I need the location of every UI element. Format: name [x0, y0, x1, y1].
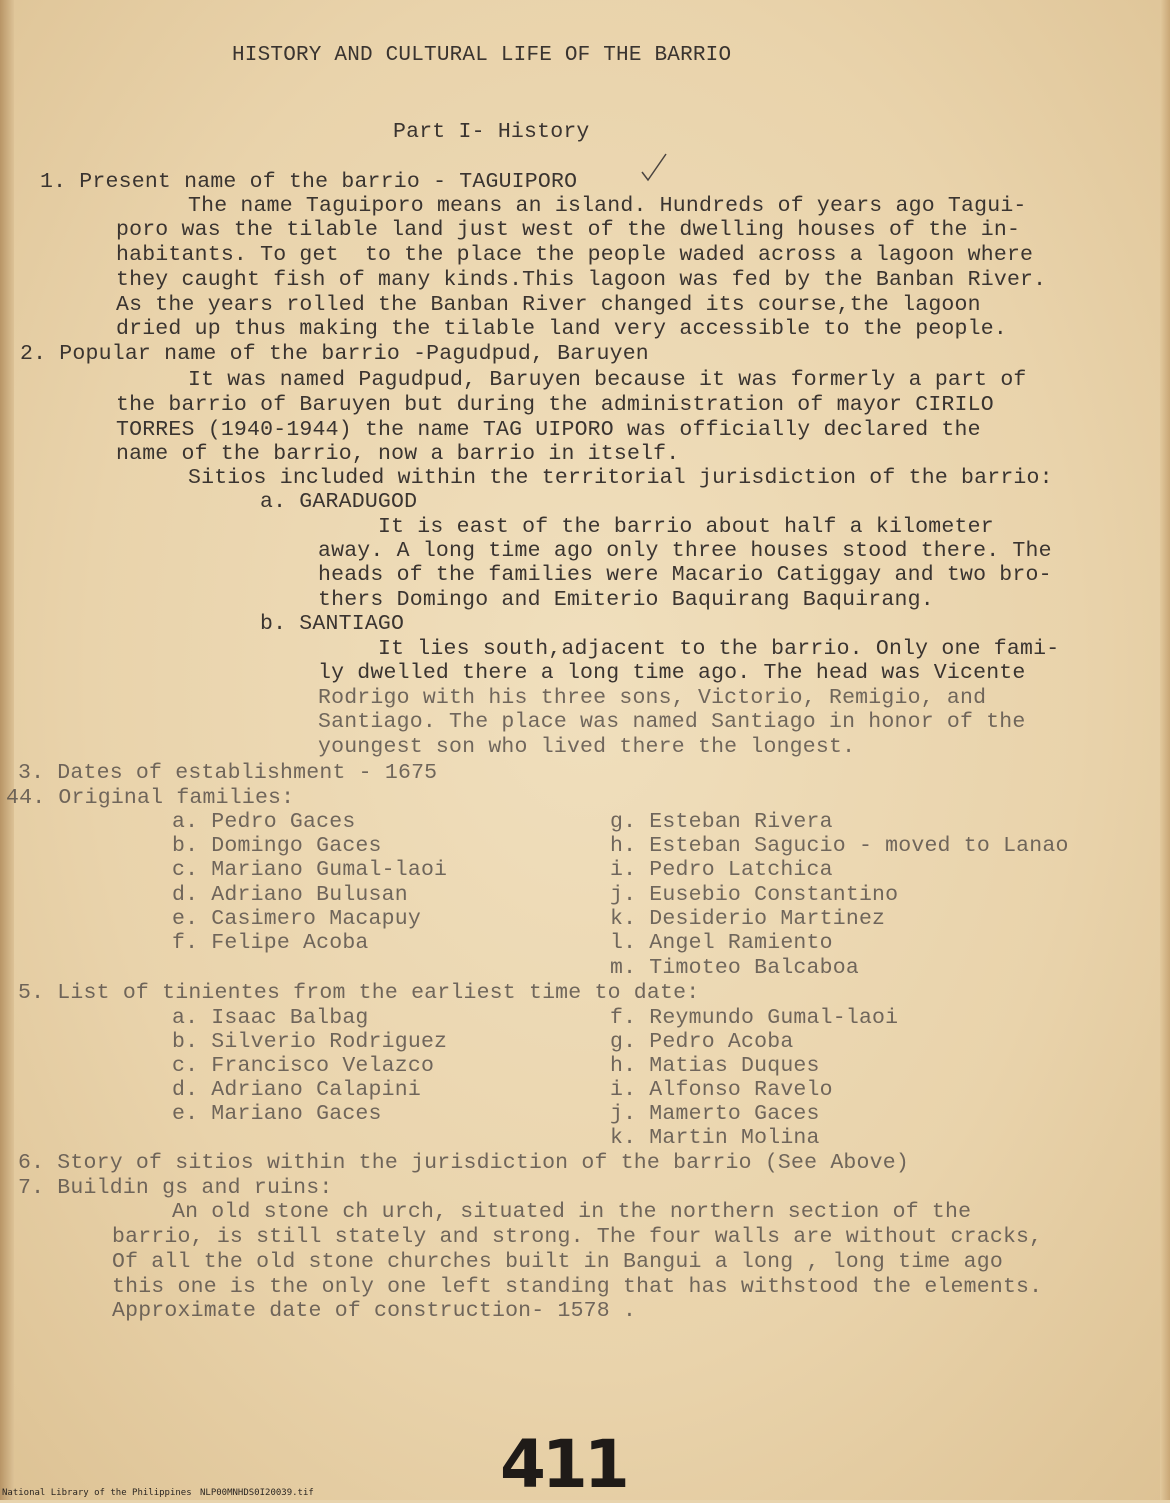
paragraph-line: It lies south,adjacent to the barrio. Only one fami-	[378, 637, 1060, 661]
paragraph-line: It was named Pagudpud, Baruyen because it was formerly a part of	[188, 368, 1027, 392]
part-heading: Part I- History	[393, 120, 590, 144]
sitios-intro: Sitios included within the territorial jurisdiction of the barrio:	[188, 466, 1053, 490]
family-item: f. Felipe Acoba	[172, 931, 369, 955]
document-title: HISTORY AND CULTURAL LIFE OF THE BARRIO	[232, 44, 732, 67]
family-item: b. Domingo Gaces	[172, 834, 382, 858]
paragraph-line: The name Taguiporo means an island. Hundreds of years ago Tagui-	[188, 194, 1027, 218]
paragraph-line: barrio, is still stately and strong. The four walls are without cracks,	[112, 1225, 1043, 1249]
paragraph-line: Approximate date of construction- 1578 .	[112, 1299, 637, 1323]
paragraph-line: habitants. To get to the place the people waded across a lagoon where	[116, 243, 1034, 267]
paragraph-line: TORRES (1940-1944) the name TAG UIPORO was officially declared the	[116, 418, 981, 442]
tiniente-item: i. Alfonso Ravelo	[610, 1078, 833, 1102]
family-item: g. Esteban Rivera	[610, 810, 833, 834]
paragraph-line: An old stone ch urch, situated in the northern section of the	[172, 1200, 972, 1224]
paragraph-line: Santiago. The place was named Santiago in honor of the	[318, 710, 1026, 734]
paragraph-line: this one is the only one left standing that has withstood the elements.	[112, 1275, 1043, 1299]
check-mark-icon	[640, 150, 670, 190]
paragraph-line: As the years rolled the Banban River changed its course,the lagoon	[116, 293, 981, 317]
family-item: c. Mariano Gumal-laoi	[172, 858, 448, 882]
tiniente-item: a. Isaac Balbag	[172, 1006, 369, 1030]
paragraph-line: thers Domingo and Emiterio Baquirang Baquirang.	[318, 588, 934, 612]
paragraph-line: heads of the families were Macario Catiggay and two bro-	[318, 563, 1052, 587]
paragraph-line: youngest son who lived there the longest.	[318, 735, 856, 759]
tiniente-item: d. Adriano Calapini	[172, 1078, 421, 1102]
sitio-b-heading: b. SANTIAGO	[260, 612, 405, 636]
paragraph-line: the barrio of Baruyen but during the administration of mayor CIRILO	[116, 393, 994, 417]
family-item: h. Esteban Sagucio - moved to Lanao	[610, 834, 1069, 858]
family-item: e. Casimero Macapuy	[172, 907, 421, 931]
page-number: 411	[500, 1426, 626, 1503]
section-2-heading: 2. Popular name of the barrio -Pagudpud, Baruyen	[20, 342, 649, 366]
family-item: j. Eusebio Constantino	[610, 883, 899, 907]
footer-file-name: NLP00MNHDS0I20039.tif	[200, 1488, 314, 1498]
page-right-edge	[1160, 0, 1170, 1500]
family-item: i. Pedro Latchica	[610, 858, 833, 882]
family-item: l. Angel Ramiento	[610, 931, 833, 955]
family-item: a. Pedro Gaces	[172, 810, 356, 834]
section-5-heading: 5. List of tinientes from the earliest time to date:	[18, 981, 700, 1005]
section-6-heading: 6. Story of sitios within the jurisdiction of the barrio (See Above)	[18, 1151, 909, 1175]
paragraph-line: name of the barrio, now a barrio in itself.	[116, 442, 680, 466]
paragraph-line: dried up thus making the tilable land very accessible to the people.	[116, 317, 1007, 341]
tiniente-item: h. Matias Duques	[610, 1054, 820, 1078]
tiniente-item: g. Pedro Acoba	[610, 1030, 794, 1054]
section-3-heading: 3. Dates of establishment - 1675	[18, 761, 438, 785]
tiniente-item: c. Francisco Velazco	[172, 1054, 435, 1078]
tiniente-item: f. Reymundo Gumal-laoi	[610, 1006, 899, 1030]
tiniente-item: e. Mariano Gaces	[172, 1102, 382, 1126]
tiniente-item: j. Mamerto Gaces	[610, 1102, 820, 1126]
sitio-a-heading: a. GARADUGOD	[260, 490, 418, 514]
tiniente-item: k. Martin Molina	[610, 1126, 820, 1150]
paragraph-line: poro was the tilable land just west of the dwelling houses of the in-	[116, 218, 1021, 242]
paragraph-line: they caught fish of many kinds.This lagoon was fed by the Banban River.	[116, 268, 1047, 292]
tiniente-item: b. Silverio Rodriguez	[172, 1030, 448, 1054]
section-1-heading: 1. Present name of the barrio - TAGUIPORO	[40, 170, 578, 194]
paragraph-line: away. A long time ago only three houses stood there. The	[318, 539, 1052, 563]
page-left-edge	[0, 0, 14, 1500]
paragraph-line: It is east of the barrio about half a kilometer	[378, 515, 994, 539]
family-item: d. Adriano Bulusan	[172, 883, 408, 907]
family-item: m. Timoteo Balcaboa	[610, 956, 859, 980]
paragraph-line: Of all the old stone churches built in Bangui a long , long time ago	[112, 1250, 1003, 1274]
paragraph-line: Rodrigo with his three sons, Victorio, Remigio, and	[318, 686, 987, 710]
footer-library-name: National Library of the Philippines	[2, 1488, 192, 1498]
paragraph-line: ly dwelled there a long time ago. The head was Vicente	[318, 661, 1026, 685]
section-7-heading: 7. Buildin gs and ruins:	[18, 1176, 333, 1200]
family-item: k. Desiderio Martinez	[610, 907, 886, 931]
section-4-heading: 44. Original families:	[6, 786, 295, 810]
